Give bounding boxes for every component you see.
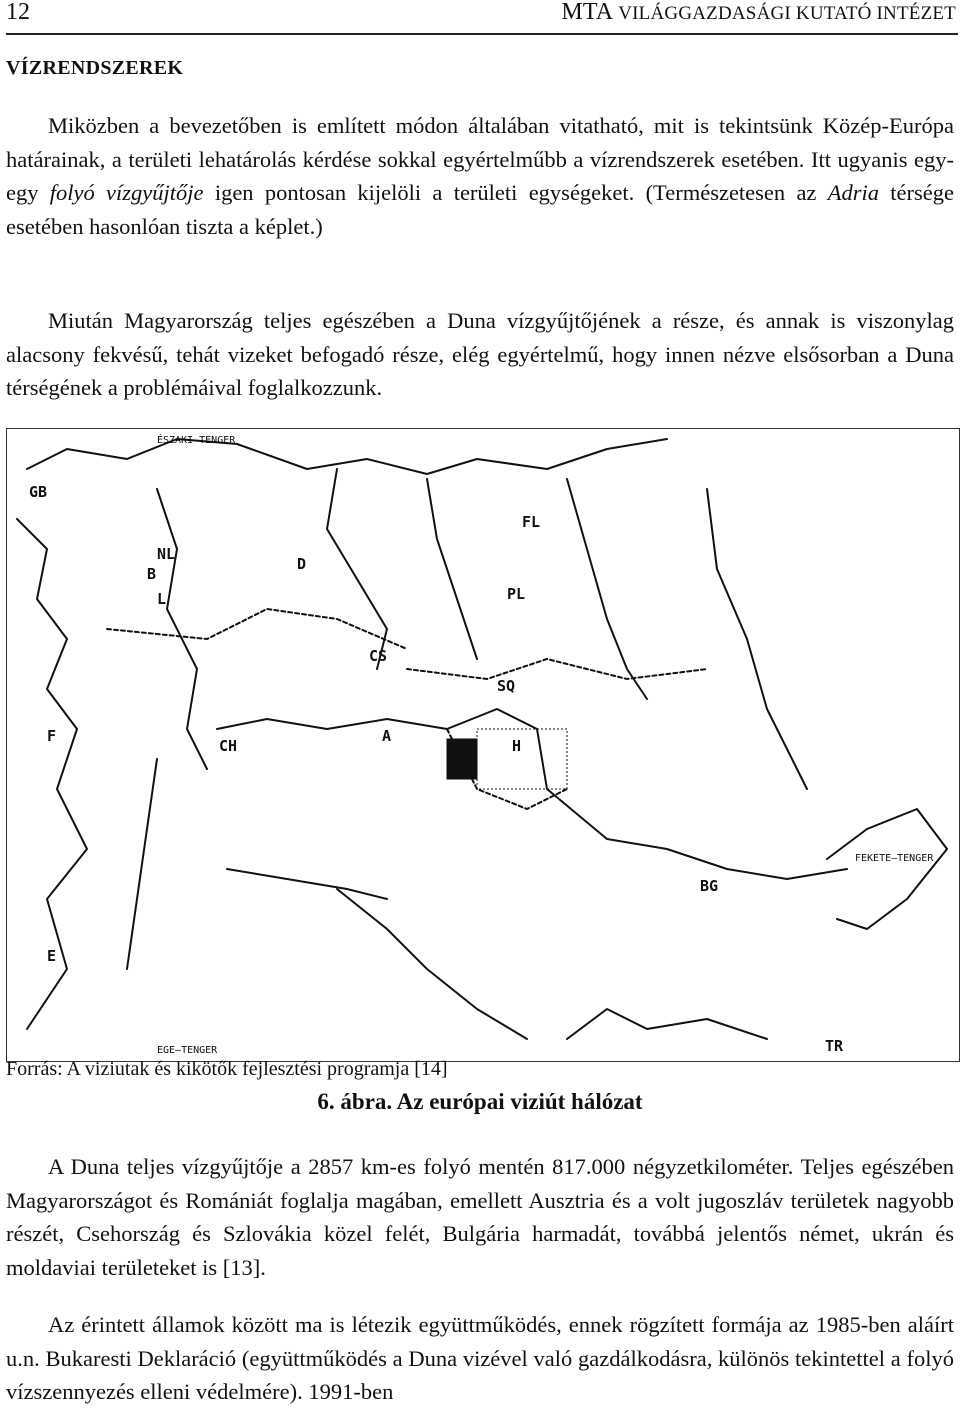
river-danube	[217, 709, 847, 879]
map-label-l: L	[157, 590, 167, 608]
map-label-f: F	[47, 727, 57, 745]
page-number: 12	[6, 0, 30, 25]
para3-text: A Duna teljes vízgyűjtője a 2857 km-es folyó mentén 817.000 négyzetkilométer. Teljes egészében Magyarországot és Romániát foglalja magában, emellett Ausztria és a volt jugoszláv területek nagyobb részét, Csehország és Szlovákia közel felét, Bulgária harmadát, továbbá jelentős német, ukrán és moldaviai területeket is [13].	[6, 1154, 954, 1280]
border-line-1	[107, 609, 407, 649]
map-label-h: H	[512, 737, 522, 755]
river-elbe	[327, 469, 387, 669]
map-label-b: B	[147, 565, 157, 583]
page-header	[6, 0, 958, 35]
paragraph-danube-focus	[6, 304, 954, 405]
map-label-cs: CS	[369, 647, 388, 665]
map-label-e: E	[47, 947, 57, 965]
paragraph-cooperation	[6, 1308, 954, 1409]
map-label-ch: CH	[219, 737, 238, 755]
running-head-prefix: MTA	[561, 0, 613, 25]
coast-aegean	[567, 1009, 767, 1039]
map-label-bg: BG	[700, 877, 719, 895]
coast-adriatic	[337, 889, 527, 1039]
para2-text: Miután Magyarország teljes egészében a Duna vízgyűjtőjének a része, és annak is viszonylag alacsony fekvésű, tehát vizeket befogadó része, elég egyértelmű, hogy innen nézve elsősorban a Duna térségének a problémáival foglalkozzunk.	[6, 308, 954, 400]
river-rhine	[157, 489, 207, 769]
para4-text: Az érintett államok között ma is létezik együttműködés, ennek rögzített formája az 1985-ben aláírt u.n. Bukaresti Deklaráció (együttműködés a Duna vizével való gazdálkodásra, különös tekintettel a folyó vízszennyezés elleni védelmére). 1991-ben	[6, 1312, 954, 1404]
section-title: VÍZRENDSZEREK	[6, 57, 184, 79]
para1-text-1: Miközben a bevezetőben is említett módon általában vitatható, mit is tekintsünk Közép-Európa határainak, a területi lehatárolás kérdése sokkal egyértelműbb a vízrendszerek esetében. Itt ugyanis egy-egy	[6, 113, 954, 205]
border-line-2	[407, 659, 707, 679]
running-head-institute: VILÁGGAZDASÁGI KUTATÓ INTÉZET	[618, 3, 956, 24]
map-label-fl: FL	[522, 513, 541, 531]
map-lines	[17, 439, 947, 1039]
para1-emphasis-1: folyó vízgyűjtője	[49, 180, 204, 205]
map-label-sq: SQ	[497, 677, 516, 695]
map-label-tr: TR	[825, 1037, 844, 1055]
figure-source: Forrás: A viziutak és kikötők fejlesztési programja [14]	[6, 1058, 448, 1080]
map-label-nl: NL	[157, 545, 176, 563]
figure-title: Az európai viziút hálózat	[396, 1089, 643, 1114]
map-label-gb: GB	[29, 483, 48, 501]
figure-number: 6. ábra.	[317, 1089, 393, 1114]
hungary-basin	[447, 729, 567, 789]
waterway-map	[6, 428, 960, 1062]
para1-text-3: térsége esetében hasonlóan tiszta a képlet.)	[6, 180, 954, 239]
river-dnieper	[707, 489, 807, 789]
map-label-d: D	[297, 555, 307, 573]
para1-text-2: igen pontosan kijelöli a területi egységeket. (Természetesen az	[203, 180, 828, 205]
map-note-black-sea: FEKETE–TENGER	[855, 853, 934, 864]
map-drawing	[7, 429, 959, 1061]
para1-emphasis-2: Adria	[827, 180, 879, 205]
figure-caption	[0, 1089, 960, 1115]
running-head	[561, 0, 956, 26]
map-label-a: A	[382, 727, 392, 745]
map-note-north-sea: ÉSZAKI–TENGER	[157, 435, 236, 446]
coastline-north	[27, 439, 667, 474]
map-label-pl: PL	[507, 585, 526, 603]
river-oder	[427, 479, 477, 659]
map-note-aegean: EGE–TENGER	[157, 1045, 218, 1056]
paragraph-danube-basin	[6, 1150, 954, 1284]
paragraph-intro	[6, 109, 954, 243]
river-rhone	[127, 759, 157, 969]
river-po	[227, 869, 387, 899]
